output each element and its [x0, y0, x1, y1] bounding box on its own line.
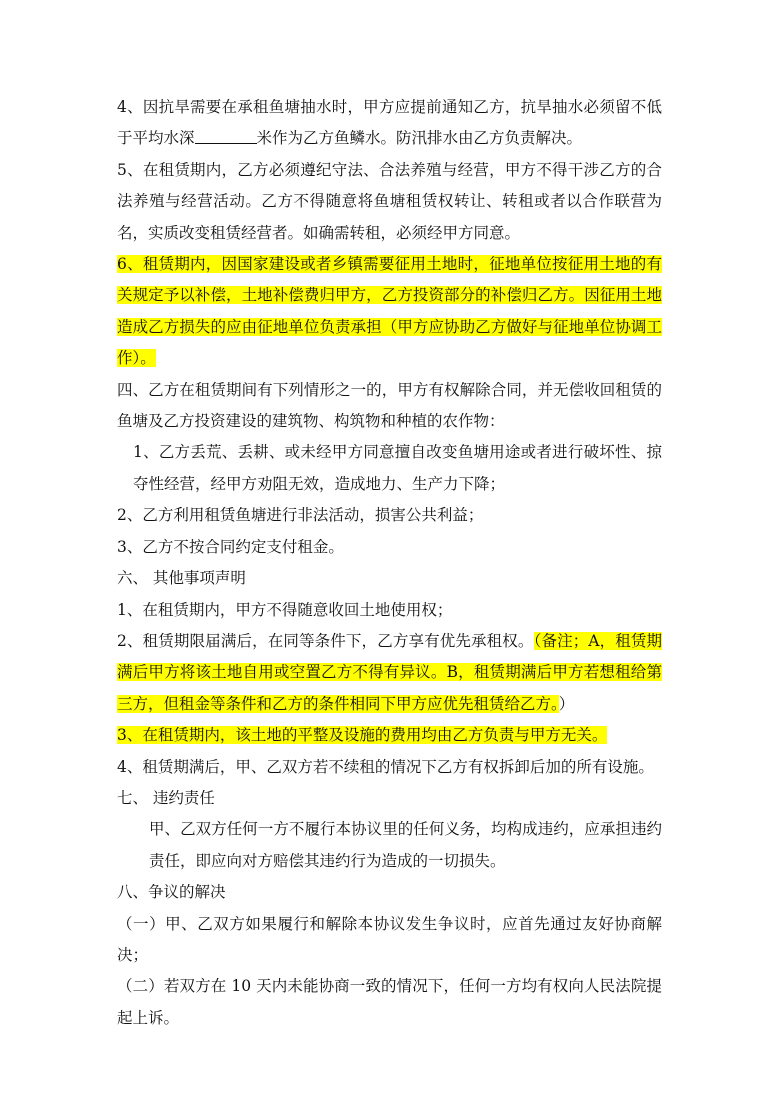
section-8-heading: 八、争议的解决 [117, 883, 226, 902]
section-7-heading: 七、 违约责任 [117, 788, 215, 807]
section-6-item-2-note: （备注；A，租赁期满后甲方将该土地自用或空置乙方不得有异议。B，租赁期满后甲方若想租给第三方，但租金等条件和乙方的条件相同下甲方应优先租赁给乙方。 [117, 631, 662, 713]
clause-4 [117, 92, 662, 155]
section-6-item-4: 4、租赁期满后，甲、乙双方若不续租的情况下乙方有权拆卸后加的所有设施。 [117, 757, 654, 776]
contract-body [117, 92, 662, 1034]
water-depth-blank [195, 129, 257, 144]
section-8-item-2: （二）若双方在 10 天内未能协商一致的情况下，任何一方均有权向人民法院提起上诉。 [117, 977, 662, 1027]
section-6-item-2-text: 2、租赁期限届满后，在同等条件下，乙方享有优先承租权。 [117, 631, 534, 650]
section-6-item-2-close: ） [558, 694, 575, 713]
section-4-item-2: 2、乙方利用租赁鱼塘进行非法活动，损害公共利益； [117, 506, 484, 525]
section-8-item-1: （一）甲、乙双方如果履行和解除本协议发生争议时，应首先通过友好协商解决； [117, 914, 662, 964]
clause-6-highlighted: 6、租赁期内，因国家建设或者乡镇需要征用土地时，征地单位按征用土地的有关规定予以补偿，土地补偿费归甲方，乙方投资部分的补偿归乙方。因征用土地造成乙方损失的应由征地单位负责承担（甲方应协助乙方做好与征地单位协调工作）。 [117, 255, 662, 368]
section-6-heading: 六、 其他事项声明 [117, 569, 246, 588]
clause-4-text: 4、因抗旱需要在承租鱼塘抽水时，甲方应提前通知乙方，抗旱抽水必须留不低于平均水深 [117, 98, 662, 148]
section-4-item-1: 1、乙方丢荒、丢耕、或未经甲方同意擅自改变鱼塘用途或者进行破坏性、掠夺性经营，经甲方劝阻无效，造成地力、生产力下降； [133, 443, 662, 493]
clause-6 [117, 249, 662, 375]
section-4-heading: 四、乙方在租赁期间有下列情形之一的，甲方有权解除合同，并无偿收回租赁的鱼塘及乙方投资建设的建筑物、构筑物和种植的农作物： [117, 380, 662, 431]
section-4-item-3: 3、乙方不按合同约定支付租金。 [117, 537, 344, 556]
section-6-item-3-highlighted: 3、在租赁期内，该土地的平整及设施的费用均由乙方负责与甲方无关。 [117, 726, 608, 745]
clause-5: 5、在租赁期内，乙方必须遵纪守法、合法养殖与经营，甲方不得干涉乙方的合法养殖与经营活动。乙方不得随意将鱼塘租赁权转让、转租或者以合作联营为名，实质改变租赁经营者。如确需转租，必须经甲方同意。 [117, 160, 662, 242]
section-6-item-2 [117, 626, 662, 720]
section-7-body: 甲、乙双方任何一方不履行本协议里的任何义务，均构成违约，应承担违约责任，即应向对方赔偿其违约行为造成的一切损失。 [149, 820, 662, 870]
clause-4-text-end: 米作为乙方鱼鳞水。防汛排水由乙方负责解决。 [256, 129, 583, 148]
section-6-item-3 [117, 720, 662, 751]
section-6-item-1: 1、在租赁期内，甲方不得随意收回土地使用权； [117, 600, 453, 619]
